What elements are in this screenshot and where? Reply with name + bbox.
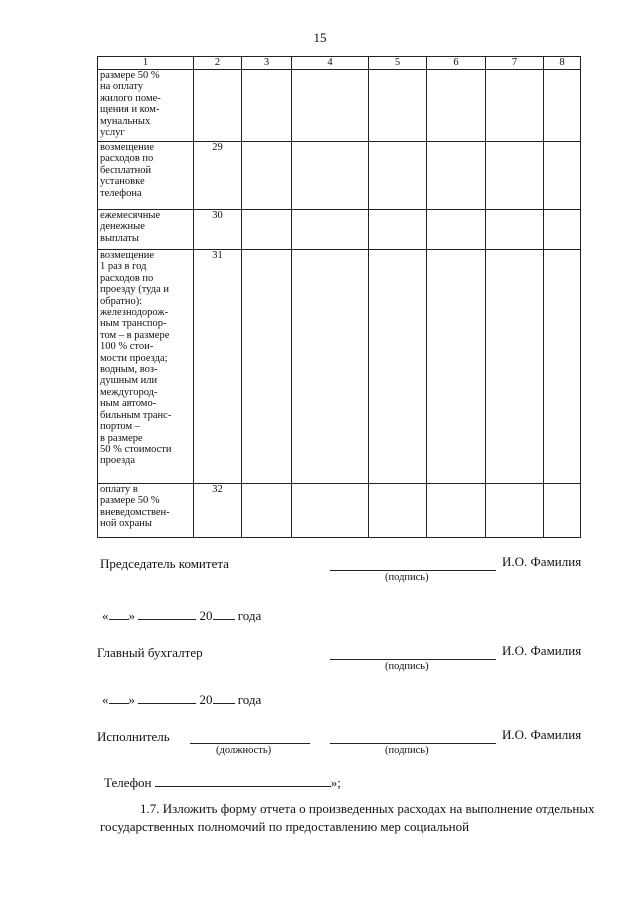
row-number: 29	[194, 142, 242, 210]
page-number: 15	[313, 30, 327, 45]
executor-title: Исполнитель	[97, 729, 170, 744]
table-row	[98, 70, 581, 142]
executor-name: И.О. Фамилия	[502, 727, 582, 742]
date-close-quote: »	[128, 692, 135, 707]
row-label: ежемесячные денежные выплаты	[98, 210, 194, 250]
row-number	[194, 70, 242, 142]
row-label: возмещение 1 раз в год расходов по проезду (туда и обратно): железнодорож- ным транспор- том – в размере 100 % стои- мости проезда; водным, воз- душным или междугород- ным автомо- бильным транс- портом – в размере 50 % стоимости проезда	[98, 250, 194, 484]
table-row	[98, 250, 581, 484]
column-header: 5	[369, 57, 427, 70]
table-header-row	[98, 57, 581, 70]
row-number: 32	[194, 484, 242, 538]
column-header: 7	[486, 57, 544, 70]
accountant-name: И.О. Фамилия	[502, 643, 582, 658]
row-label: возмещение расходов по бесплатной установке телефона	[98, 142, 194, 210]
amendment-paragraph: 1.7. Изложить форму отчета о произведенных расходах на выполнение отдельных государственных полномочий по предоставлению мер социальной	[100, 801, 595, 834]
phone-field	[104, 775, 341, 791]
chairman-signature-line	[330, 570, 496, 571]
phone-tail: »;	[330, 775, 341, 790]
year-prefix: 20	[199, 608, 213, 623]
column-header: 8	[544, 57, 581, 70]
column-header: 2	[194, 57, 242, 70]
row-label: оплату в размере 50 % вневедомствен- ной охраны	[98, 484, 194, 538]
table-row	[98, 484, 581, 538]
date-close-quote: »	[128, 608, 135, 623]
executor-position-line	[190, 743, 310, 744]
row-label: размере 50 % на оплату жилого поме- щения и ком- мунальных услуг	[98, 70, 194, 142]
chairman-signature-caption: (подпись)	[385, 572, 429, 583]
phone-label: Телефон	[104, 775, 152, 790]
column-header: 6	[427, 57, 486, 70]
accountant-signature-caption: (подпись)	[385, 661, 429, 672]
date-field	[102, 692, 261, 708]
executor-position-caption: (должность)	[216, 745, 272, 756]
table-row	[98, 142, 581, 210]
row-number: 31	[194, 250, 242, 484]
date-field	[102, 608, 261, 624]
executor-signature-line	[330, 743, 496, 744]
accountant-title: Главный бухгалтер	[97, 645, 203, 660]
date-open-quote: «	[102, 608, 109, 623]
executor-signature-caption: (подпись)	[385, 745, 429, 756]
column-header: 1	[98, 57, 194, 70]
expense-report-table	[97, 56, 581, 538]
chairman-title: Председатель комитета	[100, 556, 229, 571]
column-header: 3	[242, 57, 292, 70]
column-header: 4	[292, 57, 369, 70]
year-prefix: 20	[199, 692, 213, 707]
chairman-name: И.О. Фамилия	[502, 554, 582, 569]
year-suffix: года	[237, 608, 262, 623]
row-number: 30	[194, 210, 242, 250]
year-suffix: года	[237, 692, 262, 707]
date-open-quote: «	[102, 692, 109, 707]
table-row	[98, 210, 581, 250]
accountant-signature-line	[330, 659, 496, 660]
